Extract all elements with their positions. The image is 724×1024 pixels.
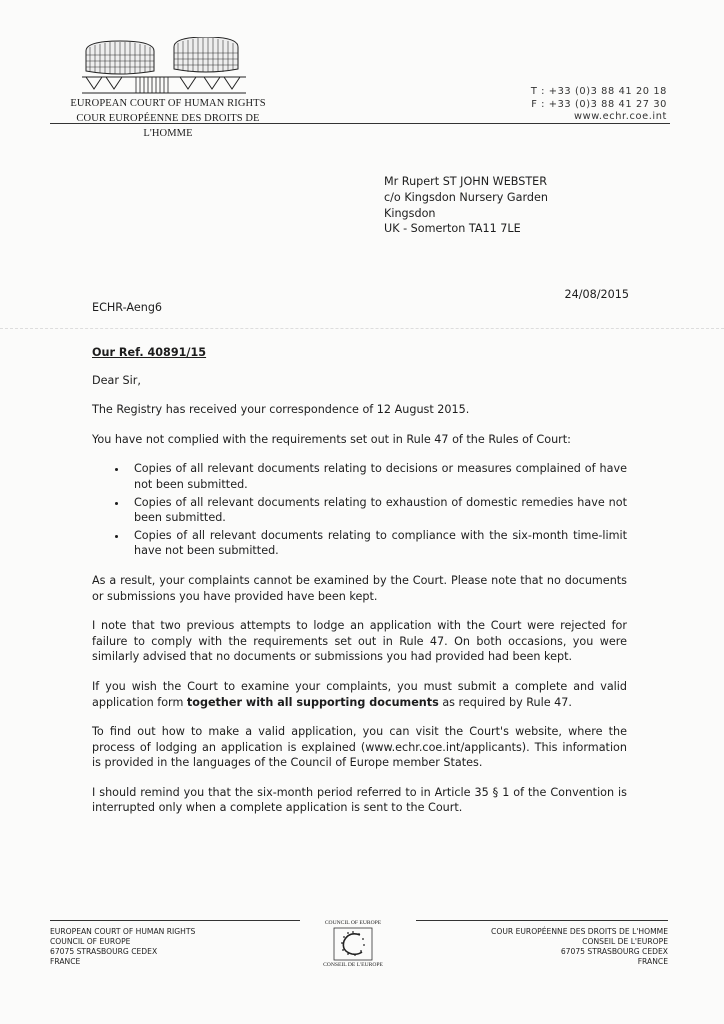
paragraph: The Registry has received your correspondence of 12 August 2015. (92, 403, 470, 417)
footer-line: FRANCE (637, 957, 668, 966)
reference-code: ECHR-Aeng6 (92, 301, 163, 314)
phone-number: T : +33 (0)3 88 41 20 18 (530, 86, 667, 97)
court-name-block (58, 96, 278, 141)
paragraph: As a result, your complaints cannot be examined by the Court. Please note that no documents or submissions you have provided have been kept. (92, 573, 627, 603)
recipient-line: Mr Rupert ST JOHN WEBSTER (384, 175, 548, 188)
our-reference: Our Ref. 40891/15 (92, 346, 207, 359)
footer-line: COUNCIL OF EUROPE (50, 937, 131, 946)
court-building-logo (80, 37, 248, 99)
letter-date: 24/08/2015 (564, 288, 629, 301)
contact-block (531, 86, 667, 124)
footer-address-fr (416, 920, 668, 967)
paragraph: I should remind you that the six-month period referred to in Article 35 § 1 of the Convention is interrupted only when a complete application is sent to the Court. (92, 785, 627, 815)
coe-emblem-icon (333, 927, 373, 961)
emphasis-text: together with all supporting documents (186, 695, 439, 709)
footer-line: CONSEIL DE L'EUROPE (582, 937, 668, 946)
list-item: • Copies of all relevant documents relating to exhaustion of domestic remedies have not been submitted. (128, 495, 627, 526)
recipient-line: UK - Somerton TA11 7LE (384, 222, 521, 236)
paragraph: You have not complied with the requirements set out in Rule 47 of the Rules of Court: (92, 432, 571, 446)
footer-line: EUROPEAN COURT OF HUMAN RIGHTS (50, 927, 196, 936)
paragraph: I note that two previous attempts to lodge an application with the Court were rejected for failure to comply with the requirements set out in Rule 47. On both occasions, you were similarly advised that no documents or submissions you had provided had been kept. (92, 619, 627, 664)
letter-body (92, 345, 627, 830)
paragraph (92, 679, 627, 710)
footer-address-en (50, 920, 300, 967)
fold-line (0, 328, 724, 329)
fax-number: F : +33 (0)3 88 41 27 30 (531, 98, 667, 110)
text-run: If you wish the Court to examine your complaints, you must submit a complete and valid application form (92, 679, 627, 709)
footer-line: FRANCE (50, 957, 81, 966)
footer-line: 67075 STRASBOURG CEDEX (560, 947, 668, 956)
council-of-europe-logo (318, 920, 388, 968)
footer-line: COUR EUROPÉENNE DES DROITS DE L'HOMME (491, 927, 668, 936)
court-name-fr: COUR EUROPÉENNE DES DROITS DE L'HOMME (76, 113, 260, 139)
footer-rule (416, 920, 668, 921)
website-link: www.echr.coe.int (573, 111, 667, 122)
recipient-address (384, 174, 548, 237)
recipient-line: c/o Kingsdon Nursery Garden (384, 190, 548, 204)
recipient-line: Kingsdon (384, 206, 436, 220)
list-item: • Copies of all relevant documents relating to compliance with the six-month time-limit have not been submitted. (128, 528, 627, 559)
court-name-en: EUROPEAN COURT OF HUMAN RIGHTS (70, 98, 266, 109)
coe-label-top: COUNCIL OF EUROPE (324, 920, 382, 926)
footer-line: 67075 STRASBOURG CEDEX (50, 947, 158, 956)
paragraph: To find out how to make a valid application, you can visit the Court's website, where the process of lodging an application is explained (www.echr.coe.int/applicants). This information is provided in the languages of the Council of Europe member States. (92, 725, 627, 770)
coe-label-bottom: CONSEIL DE L'EUROPE (323, 962, 383, 968)
footer-rule (50, 920, 300, 921)
salutation: Dear Sir, (92, 373, 141, 387)
list-item: • Copies of all relevant documents relating to decisions or measures complained of have not been submitted. (128, 461, 627, 492)
text-run: as required by Rule 47. (438, 695, 572, 709)
requirements-list (92, 461, 627, 559)
